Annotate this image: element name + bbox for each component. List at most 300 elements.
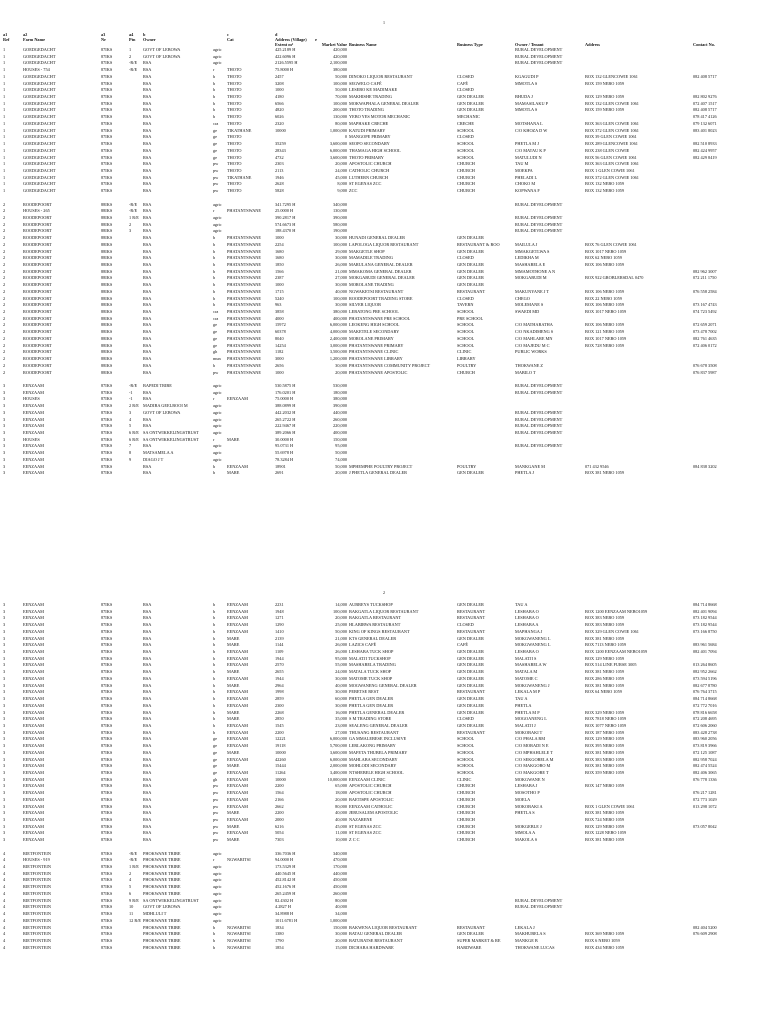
table-cell: 3208 bbox=[275, 80, 284, 86]
table-cell: b bbox=[213, 722, 216, 728]
table-cell: 6 R/E bbox=[129, 429, 139, 435]
table-cell bbox=[128, 148, 142, 155]
table-cell: LUTHERN CHURCH bbox=[349, 174, 389, 180]
table-cell bbox=[92, 148, 100, 155]
table-cell bbox=[128, 696, 142, 703]
table-cell: PHATANTSWANE PRE SCHOOL bbox=[349, 315, 411, 321]
table-cell: EENZAAM bbox=[23, 649, 45, 655]
table-cell: 9 bbox=[129, 456, 132, 462]
table-cell: CHURCH bbox=[457, 830, 475, 836]
table-cell bbox=[92, 925, 100, 932]
table-cell: EENZAAM bbox=[227, 796, 249, 802]
table-cell: RSA bbox=[143, 763, 152, 769]
table-cell: 073 182 9544 bbox=[693, 622, 717, 628]
table-cell: MMAMOTHONE A N bbox=[515, 268, 556, 274]
table-cell: 3 bbox=[3, 796, 6, 802]
table-cell bbox=[348, 457, 456, 464]
table-cell: NGWAKETSI RESTAURANT bbox=[349, 288, 404, 294]
table-cell bbox=[692, 54, 758, 61]
table-cell: 078 816 6658 bbox=[693, 709, 717, 715]
table-cell: 87IKS bbox=[101, 602, 113, 607]
table-cell: MOROLANE PRIMARY bbox=[349, 335, 394, 341]
table-cell bbox=[92, 703, 100, 710]
table-cell: SCHOOL bbox=[457, 763, 475, 769]
table-row bbox=[2, 242, 758, 249]
table-cell: 30.0000 H bbox=[275, 436, 294, 442]
table-cell bbox=[92, 716, 100, 723]
table-cell bbox=[584, 363, 692, 370]
table-cell: ST EGENAS ZCC bbox=[349, 181, 382, 187]
table-cell: 3,600,000 bbox=[329, 749, 347, 755]
table-cell: 3 bbox=[3, 403, 6, 409]
table-cell: 1,000,000 bbox=[329, 127, 347, 133]
table-cell: BOX 7818 NEBO 1059 bbox=[585, 716, 627, 722]
table-row bbox=[2, 47, 758, 54]
table-cell: 30,000 bbox=[335, 302, 347, 308]
table-cell: b bbox=[213, 642, 216, 648]
table-cell bbox=[92, 797, 100, 804]
table-cell bbox=[92, 649, 100, 656]
group-spacer bbox=[2, 844, 758, 851]
table-cell bbox=[92, 363, 100, 370]
table-cell: 55.6978 H bbox=[275, 450, 294, 456]
table-cell: EENZAAM bbox=[227, 615, 249, 621]
table-cell: DICHABA HARDWARE bbox=[349, 944, 394, 950]
table-cell: PHETLA M J bbox=[515, 141, 539, 147]
table-cell: 082 401 7094 bbox=[693, 649, 717, 655]
table-cell: MOEKPA bbox=[515, 167, 533, 173]
table-cell: 25,000 bbox=[335, 622, 347, 628]
table-cell: MOKGWANENG L bbox=[515, 642, 551, 648]
table-cell bbox=[456, 228, 514, 235]
table-cell: 11264 bbox=[275, 769, 286, 775]
table-cell: 260,000 bbox=[333, 416, 347, 422]
table-cell: 083 428 2738 bbox=[693, 729, 717, 735]
table-cell: GOEDGEDACHT bbox=[23, 53, 56, 59]
table-cell: 40,000 bbox=[335, 682, 347, 688]
table-cell: pw bbox=[213, 817, 219, 822]
table-cell: MARE bbox=[227, 837, 240, 843]
table-cell: 4 bbox=[3, 917, 6, 923]
table-cell: 4 bbox=[3, 931, 6, 937]
table-cell: SCHOOL bbox=[457, 154, 475, 160]
table-cell: RIETFONTEIN bbox=[23, 884, 51, 890]
table-cell: TAU A bbox=[515, 602, 528, 607]
table-cell: 50,000 bbox=[335, 450, 347, 456]
table-cell: agric bbox=[213, 904, 222, 910]
table-cell: b bbox=[213, 649, 216, 655]
table-cell: RSA bbox=[143, 635, 152, 641]
table-cell: GEN DEALER bbox=[457, 602, 484, 607]
table-cell: BOX 381 NEBO 1059 bbox=[585, 749, 625, 755]
table-cell bbox=[514, 87, 584, 94]
table-cell bbox=[692, 81, 758, 88]
table-cell: 10,000,000 bbox=[327, 776, 347, 782]
table-cell: CHURCH bbox=[457, 167, 475, 173]
table-cell: SEOPO SECONDARY bbox=[349, 141, 390, 147]
table-cell: MALATJI S bbox=[515, 655, 537, 661]
table-cell: BOX 381 NEBO 1059 bbox=[585, 635, 625, 641]
table-cell: 072 659 2071 bbox=[693, 322, 717, 328]
table-cell bbox=[692, 851, 758, 858]
table-row bbox=[2, 810, 758, 817]
table-cell: 082 404 5200 bbox=[693, 924, 717, 930]
table-cell: CHEGO bbox=[515, 295, 530, 301]
table-cell: 87IKS bbox=[101, 67, 113, 73]
table-cell: 87IKS bbox=[101, 716, 113, 722]
table-cell: 10000 bbox=[275, 776, 286, 782]
table-cell: 4732 bbox=[275, 154, 284, 160]
table-cell: EENZAAM bbox=[227, 622, 249, 628]
table-cell: RURAL DEVELOPMENT bbox=[515, 904, 563, 910]
table-cell: CRECHE bbox=[457, 120, 474, 126]
table-cell: RSA bbox=[143, 275, 152, 281]
table-cell: RSA bbox=[143, 315, 152, 321]
spacer-cell bbox=[2, 195, 758, 202]
table-cell bbox=[692, 857, 758, 864]
table-cell: 1 bbox=[3, 181, 6, 187]
table-cell: 87IKS bbox=[101, 188, 113, 194]
table-cell: 180,000 bbox=[333, 389, 347, 395]
table-cell: 87IKS bbox=[101, 769, 113, 775]
table-cell bbox=[92, 296, 100, 303]
table-cell bbox=[348, 396, 456, 403]
table-cell: MAPHAKE CRECHE bbox=[349, 120, 389, 126]
table-cell: POULTRY bbox=[457, 463, 477, 469]
table-row bbox=[2, 629, 758, 636]
table-cell: TAU A bbox=[515, 696, 528, 702]
table-cell: GEN DEALER bbox=[457, 275, 484, 281]
table-cell: 87IKS bbox=[101, 622, 113, 628]
table-cell: ge bbox=[213, 329, 218, 335]
table-cell: RSA bbox=[143, 790, 152, 796]
table-cell: 1410 bbox=[275, 628, 284, 634]
table-cell: C/O MAHLARE MN bbox=[515, 335, 553, 341]
table-cell: BOX 381 NEBO 1059 bbox=[585, 669, 625, 675]
table-cell: LESHABA O bbox=[515, 608, 539, 614]
table-cell: EENZAAM bbox=[23, 729, 45, 735]
table-cell bbox=[92, 269, 100, 276]
table-cell bbox=[456, 417, 514, 424]
table-cell: POULTRY bbox=[457, 362, 477, 368]
table-cell: CLINIC bbox=[457, 776, 472, 782]
table-cell: MOELA bbox=[515, 796, 531, 802]
table-cell: GOEDGEDACHT bbox=[23, 120, 56, 126]
table-cell: BOX 1077 NEBO 1059 bbox=[585, 722, 627, 728]
table-cell: BOX 106 NEBO 1059 bbox=[585, 302, 625, 308]
table-cell: b bbox=[213, 87, 216, 93]
table-cell: PHATANTSWANE bbox=[227, 309, 262, 315]
table-row bbox=[2, 161, 758, 168]
table-cell: ROODEPOORT bbox=[23, 235, 52, 241]
table-cell: C/O MAKGOBO M bbox=[515, 763, 551, 769]
table-cell: BOX 363 GLEN COWIE 1061 bbox=[585, 161, 639, 167]
table-cell: 2 bbox=[3, 248, 6, 254]
table-cell: pw bbox=[213, 796, 219, 802]
table-cell: RIETFONTEIN bbox=[23, 890, 51, 896]
table-cell bbox=[128, 938, 142, 945]
table-cell: 75.8000 H bbox=[275, 67, 294, 73]
table-cell: 530,000 bbox=[333, 382, 347, 388]
table-cell bbox=[92, 464, 100, 471]
table-cell: RIETFONTEIN bbox=[23, 924, 51, 930]
table-cell: BOX 363 GLEN COWIE 1061 bbox=[585, 120, 639, 126]
table-cell: agric bbox=[213, 870, 222, 876]
table-row bbox=[2, 141, 758, 148]
table-cell bbox=[128, 817, 142, 824]
table-cell: PHATANTSWANE PRIMARY bbox=[349, 342, 404, 348]
table-cell bbox=[92, 410, 100, 417]
table-cell bbox=[348, 390, 456, 397]
table-cell: RSA bbox=[143, 749, 152, 755]
table-cell: 1182 bbox=[275, 349, 284, 355]
spacer-cell bbox=[2, 844, 758, 851]
table-cell: BAKGATLA RESTAURANT bbox=[349, 615, 402, 621]
header-cell: b bbox=[143, 32, 146, 37]
table-cell: EENZAAM bbox=[227, 722, 249, 728]
table-cell: b bbox=[213, 944, 216, 950]
table-cell: SCHOOL bbox=[457, 322, 475, 328]
table-cell: 87IKS bbox=[101, 944, 113, 950]
table-cell: MECHANIC bbox=[457, 114, 480, 120]
table-cell: RSA bbox=[143, 114, 152, 120]
table-cell: EENZAAM bbox=[227, 655, 249, 661]
table-cell: 130,000 bbox=[333, 114, 347, 120]
table-cell bbox=[514, 851, 584, 858]
table-row bbox=[2, 60, 758, 67]
table-cell bbox=[584, 282, 692, 289]
table-row bbox=[2, 783, 758, 790]
table-cell: agric bbox=[213, 884, 222, 890]
table-cell bbox=[92, 743, 100, 750]
table-row bbox=[2, 804, 758, 811]
table-cell: BOX 238 GLEN COWIE bbox=[585, 147, 630, 153]
table-cell: 87IKS bbox=[101, 436, 113, 442]
table-cell: 1 bbox=[3, 107, 6, 113]
table-row bbox=[2, 777, 758, 784]
table-cell: 20,000 bbox=[335, 369, 347, 375]
register-table bbox=[2, 602, 758, 951]
table-cell bbox=[692, 242, 758, 249]
table-cell: RSA bbox=[143, 803, 152, 809]
table-cell: RSA bbox=[143, 362, 152, 368]
table-cell: EENZAAM bbox=[23, 817, 45, 822]
table-cell: 2200 bbox=[275, 783, 284, 789]
table-cell: MATALA TUCK SHOP bbox=[349, 669, 392, 675]
table-cell: 2 bbox=[3, 282, 6, 288]
table-cell: RURAL DEVELOPMENT bbox=[515, 60, 563, 66]
table-cell bbox=[128, 683, 142, 690]
table-cell: ROODEPOORT bbox=[23, 349, 52, 355]
table-cell: MANKGANE M bbox=[515, 463, 545, 469]
table-cell: 6216 bbox=[275, 823, 284, 829]
table-cell: 3 bbox=[3, 409, 6, 415]
table-cell: EENZAAM bbox=[23, 689, 45, 695]
table-cell: EENZAAM bbox=[23, 743, 45, 749]
table-cell: 100,000 bbox=[333, 241, 347, 247]
table-cell: CHURCH bbox=[457, 188, 475, 194]
table-cell: 3 bbox=[3, 830, 6, 836]
table-cell: agric bbox=[213, 864, 222, 870]
table-cell: 87IKS bbox=[101, 796, 113, 802]
table-cell: RSA bbox=[143, 356, 152, 362]
table-cell: 1545 bbox=[275, 722, 284, 728]
table-cell: PHETLA GEN DEALER bbox=[349, 696, 394, 702]
table-row bbox=[2, 830, 758, 837]
table-cell: agric bbox=[213, 53, 222, 59]
table-cell: 6,000,000 bbox=[329, 322, 347, 328]
table-cell: ge bbox=[213, 736, 218, 742]
table-cell: THOTO bbox=[227, 188, 242, 194]
table-cell: RSA bbox=[143, 141, 152, 147]
table-cell: GEN DEALER bbox=[457, 709, 484, 715]
table-cell: pw bbox=[213, 174, 219, 180]
table-cell bbox=[128, 155, 142, 162]
table-cell: RSA bbox=[143, 100, 152, 106]
table-cell: PHOKWANE TRIBE bbox=[143, 944, 181, 950]
table-row bbox=[2, 383, 758, 390]
table-cell bbox=[514, 114, 584, 121]
table-cell bbox=[692, 356, 758, 363]
table-cell: THOTO bbox=[227, 100, 242, 106]
table-cell bbox=[348, 430, 456, 437]
table-cell: KING OF KINGS RESTAURANT bbox=[349, 628, 410, 634]
table-cell: 87IKS bbox=[101, 608, 113, 614]
table-cell: PHATANTSWANE bbox=[227, 369, 262, 375]
table-cell bbox=[692, 188, 758, 195]
table-cell: 87IKS bbox=[101, 924, 113, 930]
table-cell: CHURCH bbox=[457, 803, 475, 809]
table-cell: 1,200,000 bbox=[329, 356, 347, 362]
table-cell: 574.6673 H bbox=[275, 221, 296, 227]
table-cell: 5054 bbox=[275, 830, 284, 836]
table-cell bbox=[348, 851, 456, 858]
table-cell: RURAL DEVELOPMENT bbox=[515, 423, 563, 429]
table-cell: THOTO PRIMARY bbox=[349, 154, 384, 160]
table-cell: 3 bbox=[3, 396, 6, 402]
table-cell: MAMASILAKU P bbox=[515, 100, 549, 106]
table-cell: BOX 1017 NEBO 1059 bbox=[585, 335, 627, 341]
table-cell: BATAU GENERAL DEALER bbox=[349, 931, 402, 937]
table-cell: ge bbox=[213, 743, 218, 749]
table-cell bbox=[128, 181, 142, 188]
table-row bbox=[2, 636, 758, 643]
table-cell: 88IKS bbox=[101, 315, 113, 321]
table-cell: BAKGATLA LIQUOR RESTAURANT bbox=[349, 608, 419, 614]
table-cell bbox=[584, 235, 692, 242]
table-cell: ROODEPOORT bbox=[23, 275, 52, 281]
table-cell bbox=[456, 222, 514, 229]
table-cell: BOX 1 GLEN COWIE 1061 bbox=[585, 167, 635, 173]
table-cell bbox=[128, 736, 142, 743]
table-cell bbox=[692, 349, 758, 356]
table-cell: BOX 1017 NEBO 1059 bbox=[585, 248, 627, 254]
table-cell: 450,000 bbox=[333, 884, 347, 890]
table-cell bbox=[584, 925, 692, 932]
table-cell bbox=[128, 336, 142, 343]
table-cell: RSA bbox=[143, 147, 152, 153]
table-cell bbox=[692, 202, 758, 209]
header-cell: e bbox=[315, 37, 317, 42]
table-cell bbox=[128, 602, 142, 609]
table-cell: SWAEDI MD bbox=[515, 309, 540, 315]
table-cell: agric bbox=[213, 423, 222, 429]
table-cell: r bbox=[213, 857, 215, 863]
table-cell bbox=[92, 898, 100, 905]
header-cell: Cat bbox=[227, 37, 234, 42]
table-cell: PHATANTSWANE bbox=[227, 255, 262, 261]
table-cell: agric bbox=[213, 403, 222, 409]
table-cell: BOX 1200 EENZAAM NEBO1059 bbox=[585, 649, 648, 655]
table-cell: BOX 383 NEBO 1059 bbox=[585, 615, 625, 621]
table-cell bbox=[128, 716, 142, 723]
table-cell: ROODEPOORT bbox=[23, 356, 52, 362]
table-cell: ge bbox=[213, 322, 218, 328]
table-cell bbox=[128, 945, 142, 952]
table-cell: 30,000 bbox=[335, 702, 347, 708]
table-cell: b bbox=[213, 100, 216, 106]
table-cell bbox=[92, 804, 100, 811]
table-cell: 1 bbox=[3, 174, 6, 180]
table-cell: LESEBO KE MADIMAKE bbox=[349, 87, 398, 93]
table-cell: 1680 bbox=[275, 255, 284, 261]
table-cell: 87IKS bbox=[101, 80, 113, 86]
table-cell: 5 bbox=[129, 884, 132, 890]
header-cell: a4 bbox=[129, 32, 134, 37]
table-cell: 2964 bbox=[275, 682, 284, 688]
table-cell: 2656 bbox=[275, 362, 284, 368]
table-cell: 1 bbox=[3, 154, 6, 160]
table-cell: 073 478 7002 bbox=[693, 329, 717, 335]
table-cell: 3,000,000 bbox=[329, 342, 347, 348]
table-cell: 87IKS bbox=[101, 147, 113, 153]
table-cell bbox=[128, 302, 142, 309]
table-cell bbox=[584, 403, 692, 410]
table-cell: RIETFONTEIN bbox=[23, 944, 51, 950]
table-cell bbox=[456, 891, 514, 898]
table-cell: EENZAAM bbox=[23, 776, 45, 782]
table-cell: 88IKS bbox=[101, 309, 113, 315]
table-cell bbox=[128, 723, 142, 730]
table-cell: RSA bbox=[143, 335, 152, 341]
table-cell: 4 bbox=[3, 877, 6, 883]
table-cell bbox=[584, 370, 692, 377]
table-cell: 0 bbox=[344, 134, 347, 140]
table-cell: RSA bbox=[143, 248, 152, 254]
table-cell: RSA bbox=[143, 214, 152, 220]
table-cell: 88IKS bbox=[101, 241, 113, 247]
table-row bbox=[2, 763, 758, 770]
table-cell: 87IKS bbox=[101, 649, 113, 655]
table-cell: ROODEPOORT bbox=[23, 282, 52, 288]
table-row bbox=[2, 602, 758, 609]
table-cell: 9 R/E bbox=[129, 897, 139, 903]
table-cell: MABILO T bbox=[515, 369, 536, 375]
table-cell: BOX 359 NEBO 1059 bbox=[585, 769, 625, 775]
table-cell: b bbox=[213, 80, 216, 86]
table-cell: 4,000,000 bbox=[329, 329, 347, 335]
table-cell: 88IKS bbox=[101, 248, 113, 254]
table-cell: 1 bbox=[3, 167, 6, 173]
table-cell: BOX 514 LINE FURSE 3005 bbox=[585, 662, 637, 668]
table-cell: 380,000 bbox=[333, 309, 347, 315]
table-cell bbox=[128, 763, 142, 770]
table-cell: EENZAAM bbox=[227, 736, 249, 742]
group-spacer bbox=[2, 195, 758, 202]
table-cell bbox=[92, 141, 100, 148]
table-row bbox=[2, 457, 758, 464]
table-cell: 6566 bbox=[275, 100, 284, 106]
